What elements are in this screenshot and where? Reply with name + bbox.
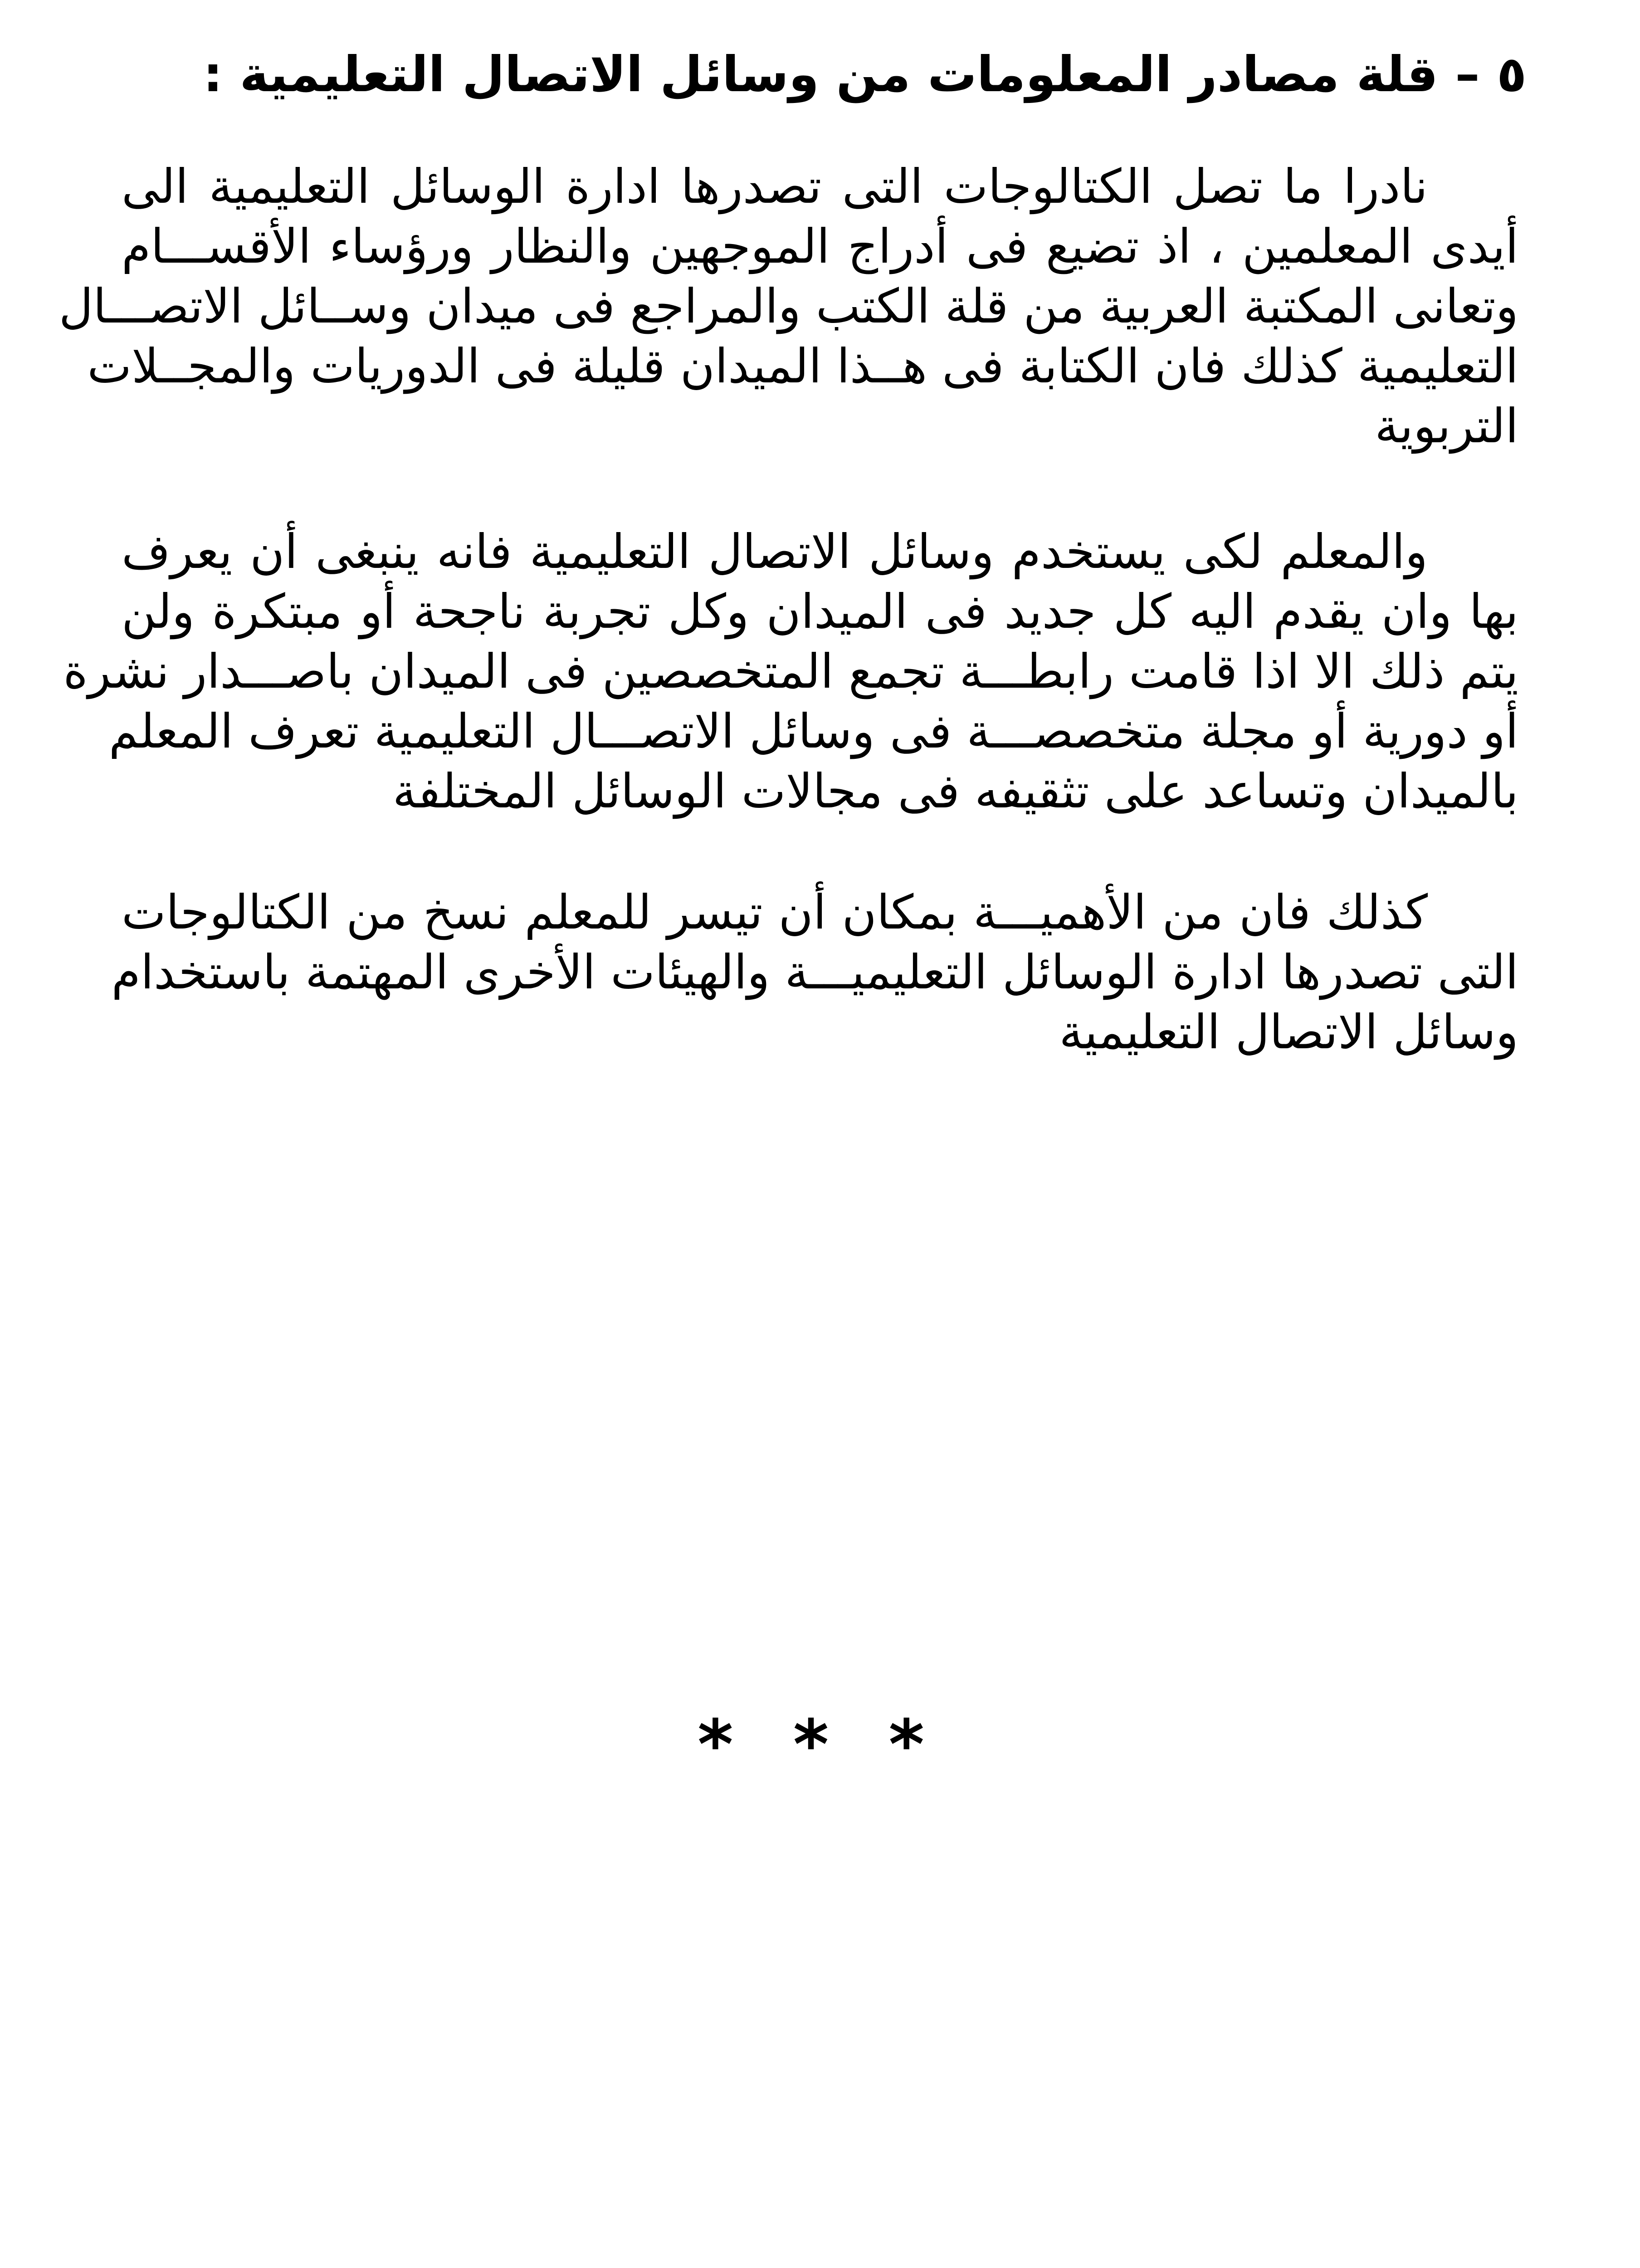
section-separator: * * * [698,1706,942,1784]
paragraph-catalogues [59,156,1518,456]
text-line: نادرا ما تصل الكتالوجات التى تصدرها ادارة الوسائل التعليمية الى [122,159,1428,214]
text-line: التربوية [1375,398,1518,454]
text-line: وتعانى المكتبة العربية من قلة الكتب والمراجع فى ميدان وســائل الاتصـــال [59,279,1518,334]
text-line: التعليمية كذلك فان الكتابة فى هــذا الميدان قليلة فى الدوريات والمجــلات [87,338,1518,394]
text-line: أيدى المعلمين ، اذ تضيع فى أدراج الموجهين والنظار ورؤساء الأقســـام [122,219,1518,274]
text-line: بها وان يقدم اليه كل جديد فى الميدان وكل تجربة ناجحة أو مبتكرة ولن [122,584,1518,639]
text-line: بالميدان وتساعد على تثقيفه فى مجالات الوسائل المختلفة [392,763,1518,819]
text-line: التى تصدرها ادارة الوسائل التعليميـــة والهيئات الأخرى المهتمة باستخدام [111,944,1518,1000]
text-line: يتم ذلك الا اذا قامت رابطـــة تجمع المتخصصين فى الميدان باصـــدار نشرة [63,644,1518,699]
section-heading: ٥ – قلة مصادر المعلومات من وسائل الاتصال التعليمية : [203,46,1527,103]
paragraph-catalogue-copies [111,882,1518,1062]
text-line: أو دورية أو مجلة متخصصـــة فى وسائل الاتصـــال التعليمية تعرف المعلم [108,704,1518,759]
paragraph-teacher-needs [63,522,1518,821]
text-line: والمعلم لكى يستخدم وسائل الاتصال التعليمية فانه ينبغى أن يعرف [122,524,1428,579]
text-line: وسائل الاتصال التعليمية [1059,1004,1518,1060]
text-line: كذلك فان من الأهميـــة بمكان أن تيسر للمعلم نسخ من الكتالوجات [122,885,1428,940]
